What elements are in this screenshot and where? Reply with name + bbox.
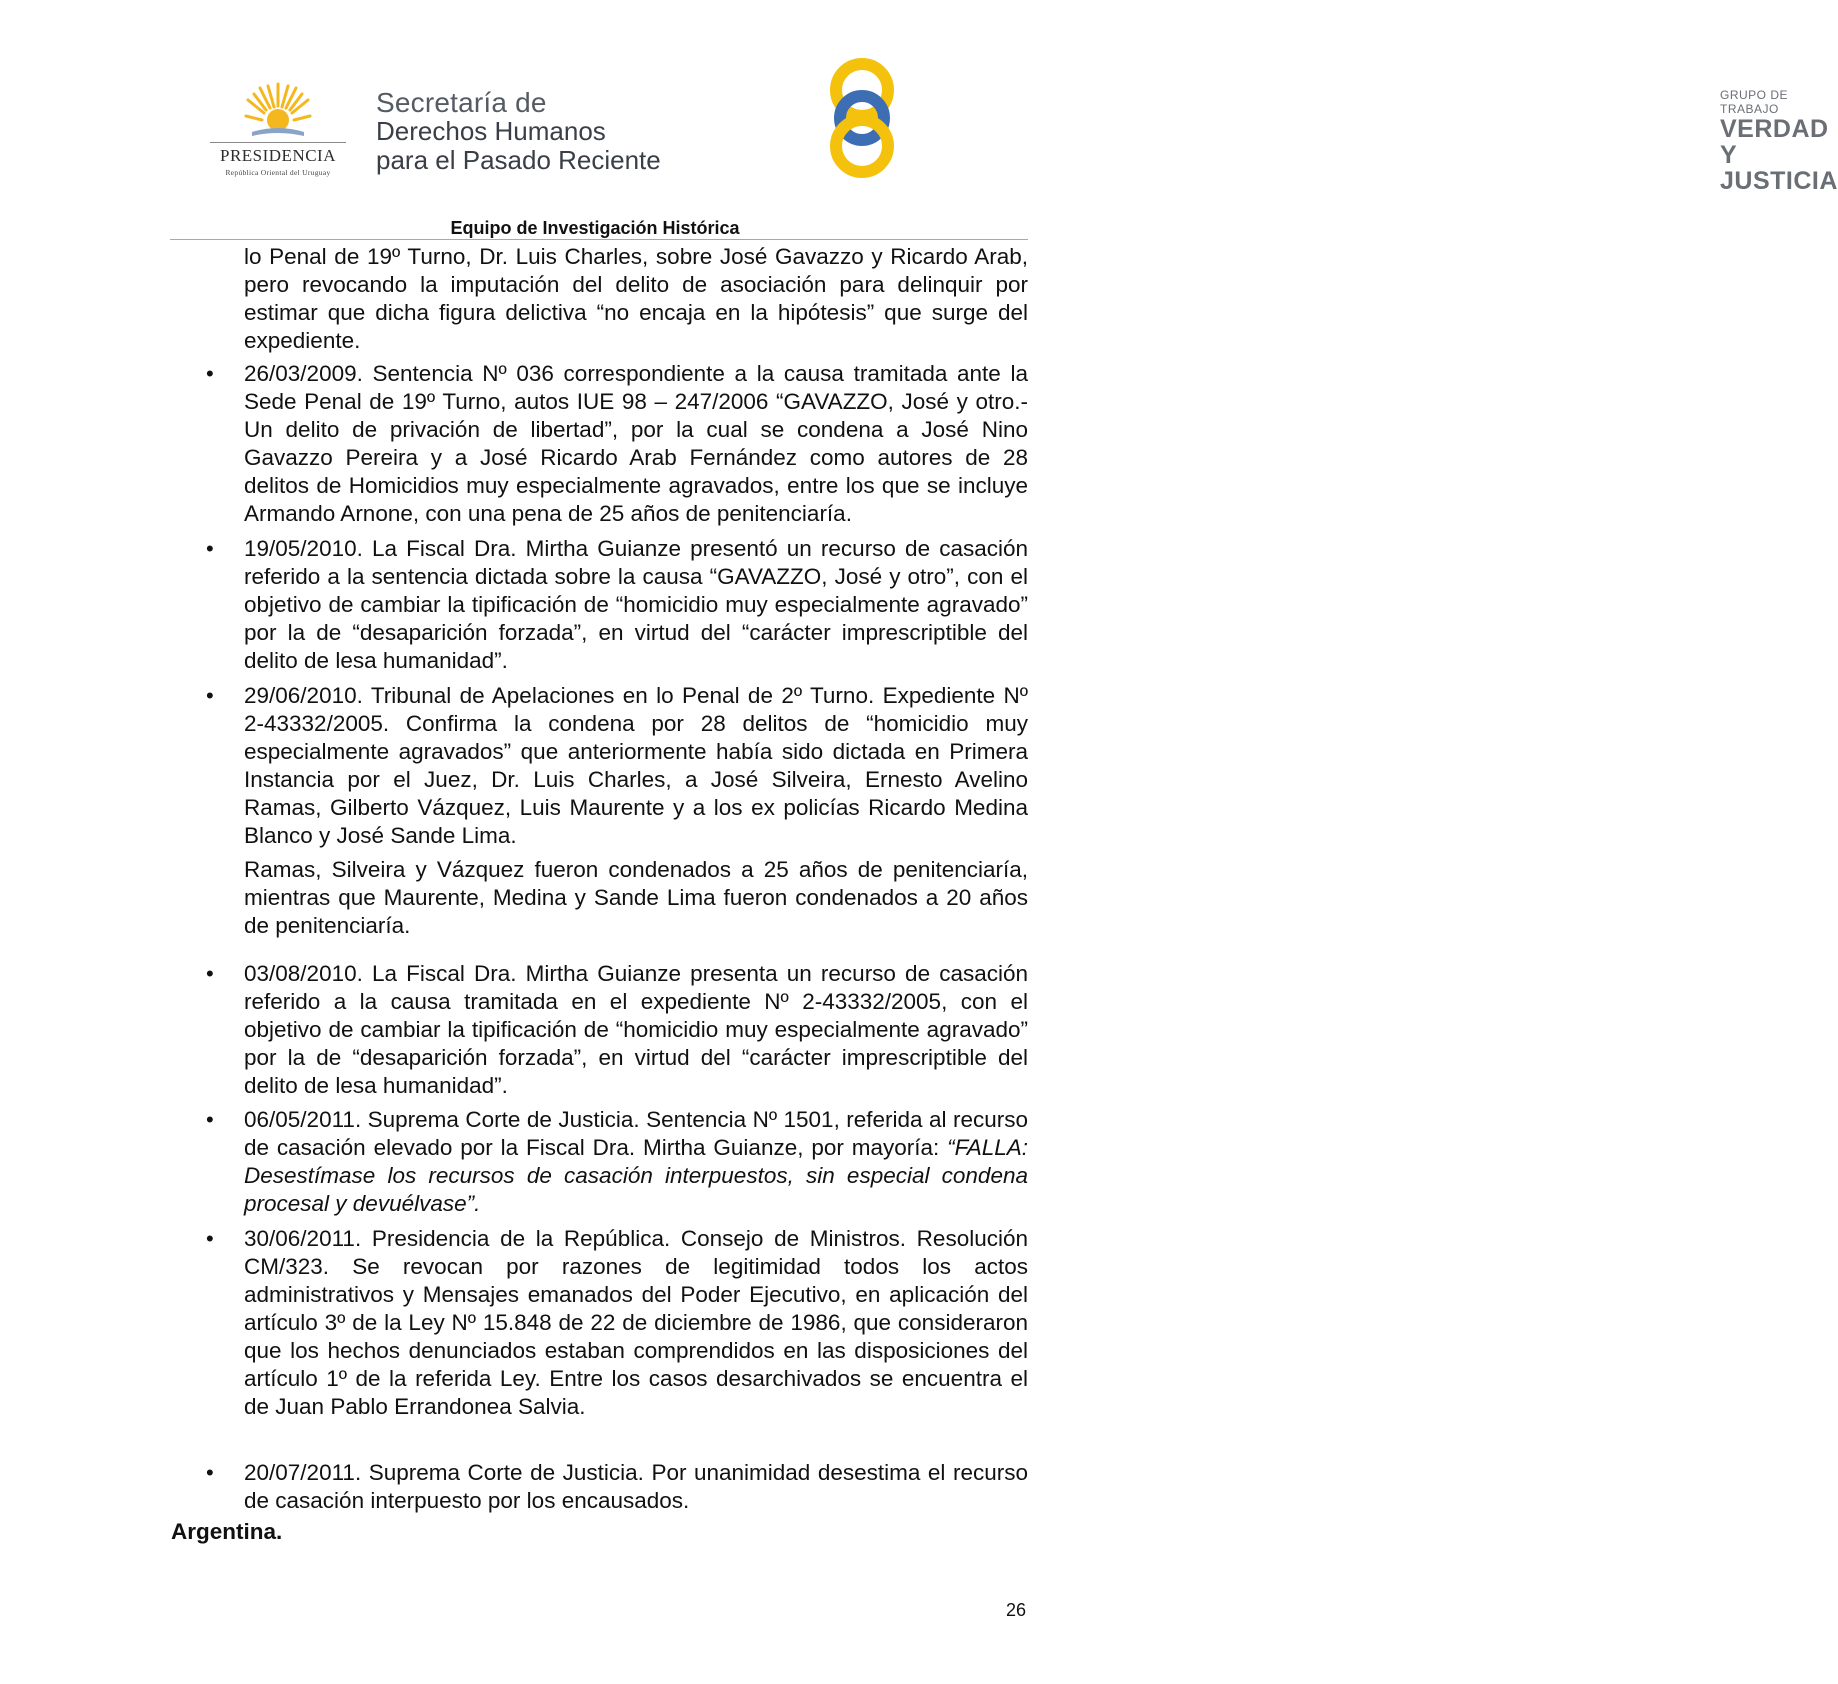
bullet-icon	[206, 535, 220, 564]
list-item: 29/06/2010. Tribunal de Apelaciones en lo Penal de 2º Turno. Expediente Nº 2-43332/2005. Confirma la condena por 28 delitos de “homicidio muy especialmente agravados” que anteriormente había sido dictada en Primera Instancia por el Juez, Dr. Luis Charles, a José Silveira, Ernesto Avelino Ramas, Gilberto Vázquez, Luis Maurente y a los ex policías Ricardo Medina Blanco y José Sande Lima.	[244, 683, 1028, 848]
team-title: Equipo de Investigación Histórica	[450, 218, 740, 238]
vj-small-label: GRUPO DE TRABAJO	[1720, 88, 1789, 116]
list-item: 03/08/2010. La Fiscal Dra. Mirtha Guianze presenta un recurso de casación referido a la causa tramitada en el expediente Nº 2-43332/2005, con el objetivo de cambiar la tipificación de “homicidio muy especialmente agravado” por la de “desaparición forzada”, en virtud del “carácter imprescriptible del delito de lesa humanidad”.	[244, 961, 1028, 1098]
list-item: 19/05/2010. La Fiscal Dra. Mirtha Guianze presentó un recurso de casación referido a la sentencia dictada sobre la causa “GAVAZZO, José y otro”, con el objetivo de cambiar la tipificación de “homicidio muy especialmente agravado” por la de “desaparición forzada”, en virtud del “carácter imprescriptible del delito de lesa humanidad”.	[244, 536, 1028, 673]
bullet-icon	[206, 1225, 220, 1254]
rings-icon	[822, 56, 902, 180]
list-item: 20/07/2011. Suprema Corte de Justicia. Por unanimidad desestima el recurso de casación interpuesto por los encausados.	[244, 1460, 1028, 1513]
bullet-icon	[206, 1459, 220, 1488]
bullet-icon	[206, 682, 220, 711]
verdad-justicia-logo	[822, 56, 1838, 195]
page-header	[0, 0, 1838, 250]
bullet-icon	[206, 960, 220, 989]
sun-icon	[246, 80, 310, 144]
bullet-icon	[206, 1106, 220, 1135]
page-number: 26	[1006, 1600, 1027, 1620]
secretaria-line-3: para el Pasado Reciente	[376, 145, 661, 175]
secretaria-title	[376, 88, 661, 175]
presidencia-name: PRESIDENCIA	[219, 146, 336, 165]
section-title: Argentina.	[171, 1519, 283, 1544]
secretaria-line-2: Derechos Humanos	[376, 116, 606, 146]
vj-line-1: VERDAD Y	[1720, 115, 1829, 169]
list-item: 26/03/2009. Sentencia Nº 036 correspondiente a la causa tramitada ante la Sede Penal de 19º Turno, autos IUE 98 – 247/2006 “GAVAZZO, José y otro.- Un delito de privación de libertad”, por la cual se condena a José Nino Gavazzo Pereira y a José Ricardo Arab Fernández como autores de 28 delitos de Homicidios muy especialmente agravados, entre los que se incluye Armando Arnone, con una pena de 25 años de penitenciaría.	[244, 361, 1028, 526]
verdad-justicia-text	[1720, 88, 1838, 194]
continuation-paragraph: lo Penal de 19º Turno, Dr. Luis Charles, sobre José Gavazzo y Ricardo Arab, pero revocando la imputación del delito de asociación para delinquir por estimar que dicha figura delictiva “no encaja en la hipótesis” que surge del expediente.	[244, 244, 1028, 353]
presidencia-subtitle: República Oriental del Uruguay	[225, 168, 331, 177]
list-item-continuation: Ramas, Silveira y Vázquez fueron condenados a 25 años de penitenciaría, mientras que Maurente, Medina y Sande Lima fueron condenados a 20 años de penitenciaría.	[244, 857, 1028, 938]
header-rule	[170, 239, 1028, 240]
presidencia-logo	[198, 80, 358, 180]
presidencia-divider	[210, 142, 346, 143]
list-item-text: 06/05/2011. Suprema Corte de Justicia. Sentencia Nº 1501, referida al recurso de casación elevado por la Fiscal Dra. Mirtha Guianze, por mayoría:	[244, 1107, 1028, 1160]
list-item-quote: “FALLA: Desestímase los recursos de casación interpuestos, sin especial condena procesal y devuélvase”.	[244, 1135, 1028, 1216]
list-item: 30/06/2011. Presidencia de la República. Consejo de Ministros. Resolución CM/323. Se revocan por razones de legitimidad todos los actos administrativos y Mensajes emanados del Poder Ejecutivo, en aplicación del artículo 3º de la Ley Nº 15.848 de 22 de diciembre de 1986, que consideraron que los hechos denunciados estaban comprendidos en las disposiciones del artículo 1º de la referida Ley. Entre los casos desarchivados se encuentra el de Juan Pablo Errandonea Salvia.	[244, 1226, 1028, 1419]
secretaria-line-1: Secretaría de	[376, 87, 547, 118]
list-item	[244, 1106, 1028, 1218]
vj-line-2: JUSTICIA	[1720, 167, 1838, 195]
bullet-icon	[206, 360, 220, 389]
